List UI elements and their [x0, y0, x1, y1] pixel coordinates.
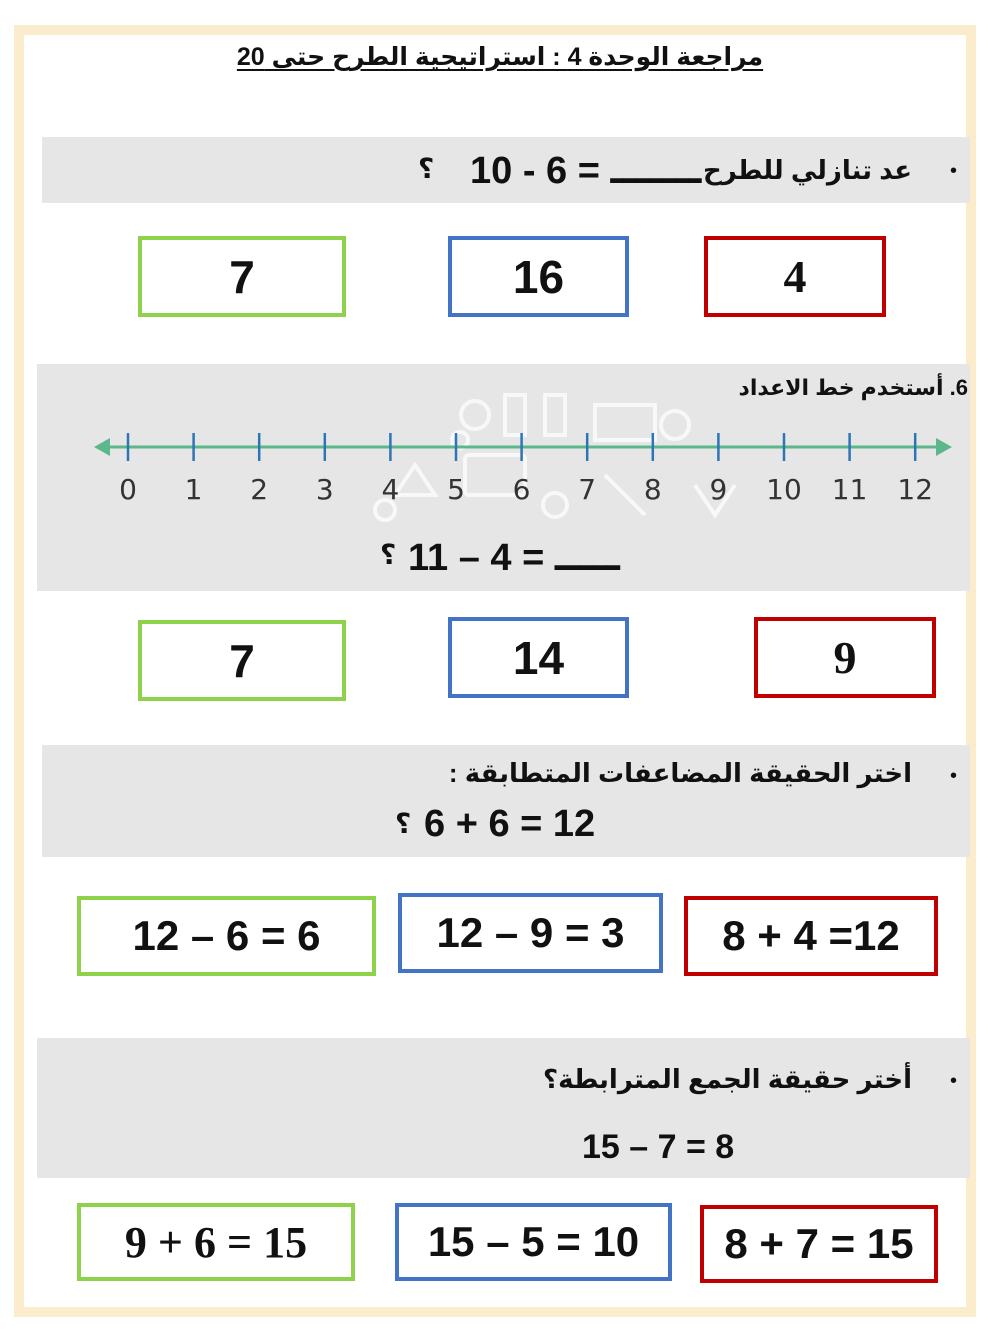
- number-line-label: 0: [119, 473, 137, 506]
- question-3-option-2[interactable]: 12 – 9 = 3: [398, 893, 663, 973]
- question-3-equation: 6 + 6 = 12: [424, 803, 596, 845]
- number-line-label: 12: [897, 473, 934, 506]
- question-1-option-2[interactable]: 16: [448, 236, 629, 317]
- question-2-option-1[interactable]: 7: [138, 620, 346, 701]
- page-title: مراجعة الوحدة 4 : استراتيجية الطرح حتى 20: [236, 43, 764, 71]
- number-line-left-arrow: [94, 438, 110, 456]
- question-1-option-1[interactable]: 7: [138, 236, 346, 317]
- question-4-equation: 15 – 7 = 8: [582, 1128, 735, 1166]
- question-3-option-3[interactable]: 8 + 4 =12: [684, 896, 938, 976]
- question-3-text: اختر الحقيقة المضاعفات المتطابقة :: [448, 758, 912, 788]
- question-1-equation: 10 - 6 = ـــــــ: [470, 150, 702, 192]
- question-2-qmark: ؟: [380, 539, 397, 570]
- number-line-right-arrow: [936, 438, 952, 456]
- number-line-label: 6: [512, 473, 531, 506]
- number-line-label: 4: [381, 473, 400, 506]
- number-line-label: 8: [643, 473, 662, 506]
- number-line-label: 11: [831, 473, 868, 506]
- question-1-option-3[interactable]: 4: [704, 236, 886, 317]
- question-2-option-2[interactable]: 14: [448, 617, 629, 698]
- number-line-label: 5: [447, 473, 465, 506]
- question-3-option-1[interactable]: 12 – 6 = 6: [77, 896, 376, 976]
- question-3-bullet: •: [950, 765, 958, 787]
- number-line-label: 2: [250, 473, 269, 506]
- number-line-label: 3: [315, 473, 334, 506]
- number-line-label: 10: [766, 473, 802, 506]
- question-4-band: [37, 1038, 970, 1178]
- question-2-equation: 11 – 4 = ـــــ: [408, 537, 620, 579]
- question-4-bullet: •: [950, 1070, 958, 1092]
- number-line-label: 9: [709, 473, 728, 506]
- question-4-option-3[interactable]: 8 + 7 = 15: [700, 1205, 938, 1283]
- question-4-text: أختر حقيقة الجمع المترابطة؟: [542, 1064, 912, 1094]
- number-line: [90, 425, 960, 515]
- number-line-label: 7: [578, 473, 597, 506]
- question-1-qmark: ؟: [418, 153, 435, 184]
- question-3-qmark: ؟: [395, 808, 412, 839]
- question-1-text: عد تنازلي للطرح: [702, 155, 912, 185]
- question-2-option-3[interactable]: 9: [754, 617, 936, 698]
- question-4-option-1[interactable]: 9 + 6 = 15: [77, 1203, 355, 1281]
- question-4-option-2[interactable]: 15 – 5 = 10: [395, 1203, 672, 1281]
- question-2-label: 6. أستخدم خط الاعداد: [738, 375, 968, 400]
- question-1-bullet: •: [950, 160, 958, 182]
- number-line-label: 1: [184, 473, 203, 506]
